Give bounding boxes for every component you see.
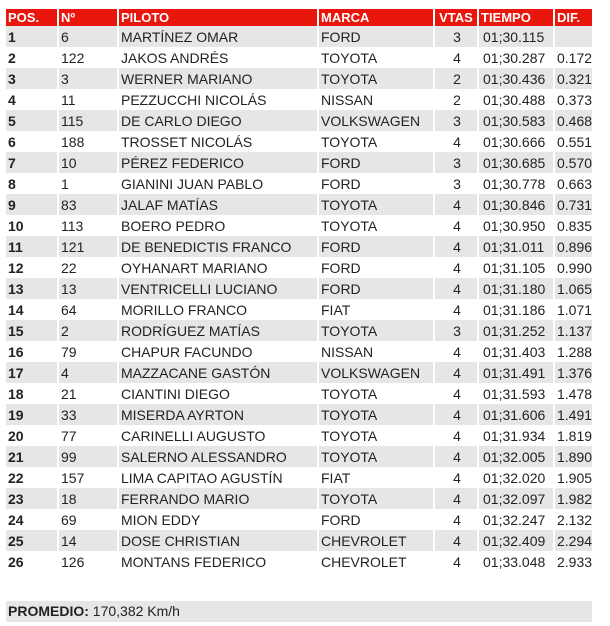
cell-piloto: SALERNO ALESSANDRO bbox=[118, 446, 318, 467]
cell-num: 11 bbox=[58, 89, 118, 110]
cell-dif: 0.321 bbox=[554, 68, 592, 89]
cell-marca: VOLKSWAGEN bbox=[318, 110, 434, 131]
cell-piloto: GIANINI JUAN PABLO bbox=[118, 173, 318, 194]
header-dif: DIF. bbox=[554, 9, 592, 26]
cell-piloto: MION EDDY bbox=[118, 509, 318, 530]
cell-pos: 9 bbox=[6, 194, 58, 215]
cell-piloto: CARINELLI AUGUSTO bbox=[118, 425, 318, 446]
cell-vtas: 3 bbox=[434, 26, 478, 47]
cell-num: 1 bbox=[58, 173, 118, 194]
cell-tiempo: 01;31.180 bbox=[478, 278, 554, 299]
cell-marca: NISSAN bbox=[318, 341, 434, 362]
table-header-row bbox=[6, 9, 592, 26]
table-row bbox=[6, 404, 592, 425]
cell-tiempo: 01;30.488 bbox=[478, 89, 554, 110]
average-value: 170,382 Km/h bbox=[92, 603, 180, 619]
cell-vtas: 4 bbox=[434, 362, 478, 383]
cell-piloto: DOSE CHRISTIAN bbox=[118, 530, 318, 551]
cell-num: 83 bbox=[58, 194, 118, 215]
table-row bbox=[6, 320, 592, 341]
cell-piloto: OYHANART MARIANO bbox=[118, 257, 318, 278]
table-row bbox=[6, 257, 592, 278]
cell-marca: TOYOTA bbox=[318, 404, 434, 425]
cell-piloto: RODRÍGUEZ MATÍAS bbox=[118, 320, 318, 341]
cell-vtas: 4 bbox=[434, 278, 478, 299]
cell-num: 13 bbox=[58, 278, 118, 299]
cell-tiempo: 01;32.020 bbox=[478, 467, 554, 488]
cell-marca: FIAT bbox=[318, 299, 434, 320]
cell-marca: TOYOTA bbox=[318, 68, 434, 89]
cell-pos: 26 bbox=[6, 551, 58, 572]
cell-marca: FORD bbox=[318, 173, 434, 194]
cell-marca: TOYOTA bbox=[318, 131, 434, 152]
cell-vtas: 2 bbox=[434, 68, 478, 89]
cell-marca: TOYOTA bbox=[318, 47, 434, 68]
cell-tiempo: 01;32.247 bbox=[478, 509, 554, 530]
cell-piloto: MAZZACANE GASTÓN bbox=[118, 362, 318, 383]
cell-tiempo: 01;31.606 bbox=[478, 404, 554, 425]
header-pos: POS. bbox=[6, 9, 58, 26]
table-row bbox=[6, 467, 592, 488]
results-body bbox=[6, 26, 592, 572]
cell-tiempo: 01;31.105 bbox=[478, 257, 554, 278]
cell-piloto: MONTANS FEDERICO bbox=[118, 551, 318, 572]
cell-vtas: 4 bbox=[434, 257, 478, 278]
cell-tiempo: 01;30.846 bbox=[478, 194, 554, 215]
cell-pos: 11 bbox=[6, 236, 58, 257]
cell-tiempo: 01;31.403 bbox=[478, 341, 554, 362]
cell-vtas: 4 bbox=[434, 530, 478, 551]
cell-dif: 2.294 bbox=[554, 530, 592, 551]
cell-pos: 7 bbox=[6, 152, 58, 173]
cell-vtas: 4 bbox=[434, 509, 478, 530]
cell-vtas: 4 bbox=[434, 194, 478, 215]
cell-num: 2 bbox=[58, 320, 118, 341]
cell-marca: NISSAN bbox=[318, 89, 434, 110]
cell-dif: 1.071 bbox=[554, 299, 592, 320]
cell-marca: CHEVROLET bbox=[318, 530, 434, 551]
cell-tiempo: 01;30.436 bbox=[478, 68, 554, 89]
cell-num: 79 bbox=[58, 341, 118, 362]
cell-vtas: 4 bbox=[434, 551, 478, 572]
cell-dif: 2.933 bbox=[554, 551, 592, 572]
cell-dif: 0.835 bbox=[554, 215, 592, 236]
cell-vtas: 3 bbox=[434, 320, 478, 341]
cell-vtas: 4 bbox=[434, 236, 478, 257]
cell-piloto: CIANTINI DIEGO bbox=[118, 383, 318, 404]
cell-pos: 4 bbox=[6, 89, 58, 110]
cell-dif: 1.065 bbox=[554, 278, 592, 299]
cell-tiempo: 01;30.685 bbox=[478, 152, 554, 173]
cell-piloto: MORILLO FRANCO bbox=[118, 299, 318, 320]
cell-piloto: MISERDA AYRTON bbox=[118, 404, 318, 425]
cell-marca: FIAT bbox=[318, 467, 434, 488]
cell-tiempo: 01;31.934 bbox=[478, 425, 554, 446]
cell-tiempo: 01;31.252 bbox=[478, 320, 554, 341]
cell-piloto: LIMA CAPITAO AGUSTÍN bbox=[118, 467, 318, 488]
cell-piloto: PÉREZ FEDERICO bbox=[118, 152, 318, 173]
cell-dif: 1.288 bbox=[554, 341, 592, 362]
cell-num: 113 bbox=[58, 215, 118, 236]
table-row bbox=[6, 425, 592, 446]
average-label: PROMEDIO: bbox=[8, 603, 89, 619]
table-row bbox=[6, 362, 592, 383]
table-row bbox=[6, 278, 592, 299]
cell-marca: FORD bbox=[318, 257, 434, 278]
table-row bbox=[6, 47, 592, 68]
cell-piloto: WERNER MARIANO bbox=[118, 68, 318, 89]
cell-vtas: 4 bbox=[434, 215, 478, 236]
cell-dif: 0.468 bbox=[554, 110, 592, 131]
cell-vtas: 4 bbox=[434, 299, 478, 320]
table-row bbox=[6, 530, 592, 551]
cell-dif: 0.896 bbox=[554, 236, 592, 257]
cell-tiempo: 01;32.005 bbox=[478, 446, 554, 467]
cell-pos: 14 bbox=[6, 299, 58, 320]
cell-pos: 13 bbox=[6, 278, 58, 299]
cell-tiempo: 01;31.491 bbox=[478, 362, 554, 383]
cell-piloto: DE CARLO DIEGO bbox=[118, 110, 318, 131]
cell-marca: TOYOTA bbox=[318, 383, 434, 404]
cell-piloto: MARTÍNEZ OMAR bbox=[118, 26, 318, 47]
cell-dif: 0.551 bbox=[554, 131, 592, 152]
cell-dif: 1.890 bbox=[554, 446, 592, 467]
cell-num: 69 bbox=[58, 509, 118, 530]
cell-pos: 17 bbox=[6, 362, 58, 383]
cell-num: 6 bbox=[58, 26, 118, 47]
cell-num: 126 bbox=[58, 551, 118, 572]
cell-pos: 21 bbox=[6, 446, 58, 467]
cell-tiempo: 01;31.011 bbox=[478, 236, 554, 257]
table-row bbox=[6, 89, 592, 110]
cell-num: 157 bbox=[58, 467, 118, 488]
cell-tiempo: 01;30.950 bbox=[478, 215, 554, 236]
cell-marca: TOYOTA bbox=[318, 320, 434, 341]
cell-piloto: TROSSET NICOLÁS bbox=[118, 131, 318, 152]
cell-piloto: VENTRICELLI LUCIANO bbox=[118, 278, 318, 299]
cell-dif: 0.663 bbox=[554, 173, 592, 194]
header-marca: MARCA bbox=[318, 9, 434, 26]
cell-piloto: DE BENEDICTIS FRANCO bbox=[118, 236, 318, 257]
cell-pos: 16 bbox=[6, 341, 58, 362]
average-speed-bar bbox=[6, 601, 592, 622]
cell-dif: 1.982 bbox=[554, 488, 592, 509]
cell-vtas: 4 bbox=[434, 341, 478, 362]
cell-marca: TOYOTA bbox=[318, 194, 434, 215]
cell-vtas: 3 bbox=[434, 110, 478, 131]
cell-tiempo: 01;30.287 bbox=[478, 47, 554, 68]
cell-dif: 0.373 bbox=[554, 89, 592, 110]
cell-num: 64 bbox=[58, 299, 118, 320]
cell-vtas: 4 bbox=[434, 446, 478, 467]
table-row bbox=[6, 110, 592, 131]
cell-pos: 6 bbox=[6, 131, 58, 152]
header-vtas: VTAS bbox=[434, 9, 478, 26]
cell-piloto: BOERO PEDRO bbox=[118, 215, 318, 236]
cell-num: 188 bbox=[58, 131, 118, 152]
cell-piloto: PEZZUCCHI NICOLÁS bbox=[118, 89, 318, 110]
cell-num: 3 bbox=[58, 68, 118, 89]
cell-marca: FORD bbox=[318, 278, 434, 299]
cell-dif: 1.819 bbox=[554, 425, 592, 446]
table-row bbox=[6, 509, 592, 530]
cell-pos: 22 bbox=[6, 467, 58, 488]
cell-vtas: 4 bbox=[434, 47, 478, 68]
cell-marca: TOYOTA bbox=[318, 425, 434, 446]
header-piloto: PILOTO bbox=[118, 9, 318, 26]
cell-marca: TOYOTA bbox=[318, 488, 434, 509]
cell-vtas: 4 bbox=[434, 383, 478, 404]
cell-num: 10 bbox=[58, 152, 118, 173]
cell-pos: 10 bbox=[6, 215, 58, 236]
cell-dif: 0.990 bbox=[554, 257, 592, 278]
table-row bbox=[6, 488, 592, 509]
cell-num: 122 bbox=[58, 47, 118, 68]
cell-tiempo: 01;30.666 bbox=[478, 131, 554, 152]
cell-pos: 19 bbox=[6, 404, 58, 425]
cell-pos: 12 bbox=[6, 257, 58, 278]
cell-vtas: 4 bbox=[434, 467, 478, 488]
cell-tiempo: 01;32.097 bbox=[478, 488, 554, 509]
cell-num: 77 bbox=[58, 425, 118, 446]
cell-pos: 20 bbox=[6, 425, 58, 446]
cell-piloto: CHAPUR FACUNDO bbox=[118, 341, 318, 362]
table-row bbox=[6, 152, 592, 173]
cell-num: 33 bbox=[58, 404, 118, 425]
cell-dif: 1.478 bbox=[554, 383, 592, 404]
results-table bbox=[6, 9, 592, 572]
cell-dif bbox=[554, 26, 592, 47]
cell-num: 21 bbox=[58, 383, 118, 404]
cell-num: 115 bbox=[58, 110, 118, 131]
cell-marca: CHEVROLET bbox=[318, 551, 434, 572]
cell-vtas: 4 bbox=[434, 425, 478, 446]
table-row bbox=[6, 68, 592, 89]
header-tiempo: TIEMPO bbox=[478, 9, 554, 26]
cell-pos: 15 bbox=[6, 320, 58, 341]
cell-marca: FORD bbox=[318, 236, 434, 257]
cell-dif: 0.172 bbox=[554, 47, 592, 68]
table-row bbox=[6, 131, 592, 152]
cell-dif: 0.731 bbox=[554, 194, 592, 215]
cell-tiempo: 01;30.115 bbox=[478, 26, 554, 47]
cell-pos: 23 bbox=[6, 488, 58, 509]
cell-vtas: 3 bbox=[434, 173, 478, 194]
cell-dif: 1.137 bbox=[554, 320, 592, 341]
cell-vtas: 4 bbox=[434, 404, 478, 425]
cell-num: 4 bbox=[58, 362, 118, 383]
cell-piloto: FERRANDO MARIO bbox=[118, 488, 318, 509]
cell-marca: TOYOTA bbox=[318, 215, 434, 236]
cell-dif: 0.570 bbox=[554, 152, 592, 173]
cell-vtas: 4 bbox=[434, 488, 478, 509]
table-row bbox=[6, 446, 592, 467]
cell-vtas: 2 bbox=[434, 89, 478, 110]
cell-pos: 5 bbox=[6, 110, 58, 131]
cell-num: 99 bbox=[58, 446, 118, 467]
table-row bbox=[6, 173, 592, 194]
cell-marca: FORD bbox=[318, 26, 434, 47]
cell-tiempo: 01;31.186 bbox=[478, 299, 554, 320]
cell-pos: 2 bbox=[6, 47, 58, 68]
cell-tiempo: 01;33.048 bbox=[478, 551, 554, 572]
cell-tiempo: 01;32.409 bbox=[478, 530, 554, 551]
results-sheet bbox=[6, 9, 592, 572]
cell-vtas: 3 bbox=[434, 152, 478, 173]
cell-dif: 1.491 bbox=[554, 404, 592, 425]
table-row bbox=[6, 551, 592, 572]
table-row bbox=[6, 236, 592, 257]
table-row bbox=[6, 341, 592, 362]
cell-pos: 25 bbox=[6, 530, 58, 551]
table-row bbox=[6, 299, 592, 320]
table-row bbox=[6, 383, 592, 404]
cell-pos: 3 bbox=[6, 68, 58, 89]
cell-num: 121 bbox=[58, 236, 118, 257]
cell-marca: FORD bbox=[318, 152, 434, 173]
cell-pos: 8 bbox=[6, 173, 58, 194]
cell-num: 14 bbox=[58, 530, 118, 551]
cell-pos: 1 bbox=[6, 26, 58, 47]
cell-dif: 1.905 bbox=[554, 467, 592, 488]
cell-marca: VOLKSWAGEN bbox=[318, 362, 434, 383]
cell-tiempo: 01;30.778 bbox=[478, 173, 554, 194]
cell-pos: 24 bbox=[6, 509, 58, 530]
table-row bbox=[6, 26, 592, 47]
cell-dif: 1.376 bbox=[554, 362, 592, 383]
cell-dif: 2.132 bbox=[554, 509, 592, 530]
table-row bbox=[6, 215, 592, 236]
cell-pos: 18 bbox=[6, 383, 58, 404]
cell-piloto: JAKOS ANDRÉS bbox=[118, 47, 318, 68]
cell-marca: TOYOTA bbox=[318, 446, 434, 467]
cell-num: 22 bbox=[58, 257, 118, 278]
table-row bbox=[6, 194, 592, 215]
cell-piloto: JALAF MATÍAS bbox=[118, 194, 318, 215]
cell-num: 18 bbox=[58, 488, 118, 509]
cell-marca: FORD bbox=[318, 509, 434, 530]
cell-tiempo: 01;30.583 bbox=[478, 110, 554, 131]
cell-tiempo: 01;31.593 bbox=[478, 383, 554, 404]
header-num: Nº bbox=[58, 9, 118, 26]
cell-vtas: 4 bbox=[434, 131, 478, 152]
